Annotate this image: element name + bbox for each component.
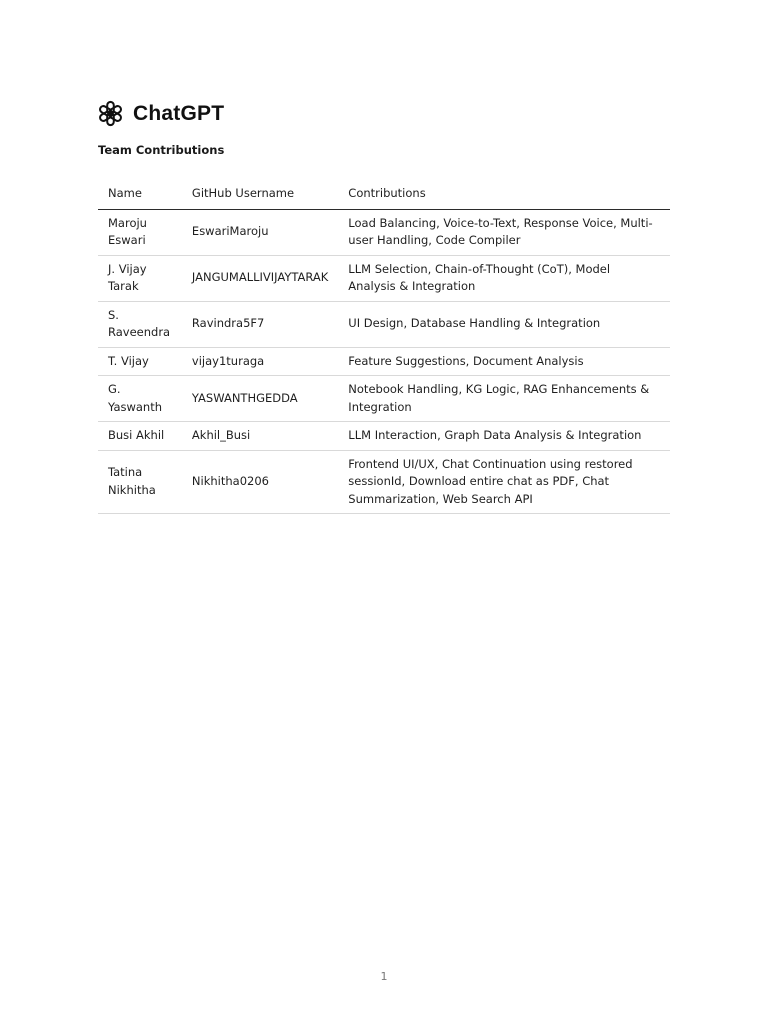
cell-contributions: LLM Selection, Chain-of-Thought (CoT), Model Analysis & Integration <box>338 255 670 301</box>
table-row <box>98 376 670 422</box>
cell-github: vijay1turaga <box>182 347 338 376</box>
contributions-table <box>98 179 670 514</box>
cell-contributions: Feature Suggestions, Document Analysis <box>338 347 670 376</box>
openai-knot-icon <box>97 100 124 127</box>
column-header-github: GitHub Username <box>182 179 338 209</box>
cell-contributions: LLM Interaction, Graph Data Analysis & Integration <box>338 422 670 451</box>
table-row <box>98 209 670 255</box>
cell-github: JANGUMALLIVIJAYTARAK <box>182 255 338 301</box>
cell-contributions: Load Balancing, Voice-to-Text, Response Voice, Multi-user Handling, Code Compiler <box>338 209 670 255</box>
table-row <box>98 301 670 347</box>
cell-github: Akhil_Busi <box>182 422 338 451</box>
table-row <box>98 422 670 451</box>
cell-name: S. Raveendra <box>98 301 182 347</box>
table-header-row <box>98 179 670 209</box>
cell-name: J. Vijay Tarak <box>98 255 182 301</box>
column-header-contributions: Contributions <box>338 179 670 209</box>
table-row <box>98 450 670 514</box>
cell-github: Ravindra5F7 <box>182 301 338 347</box>
page-number: 1 <box>380 970 388 983</box>
cell-contributions: Notebook Handling, KG Logic, RAG Enhancements & Integration <box>338 376 670 422</box>
cell-name: Tatina Nikhitha <box>98 450 182 514</box>
brand-name: ChatGPT <box>133 101 225 125</box>
cell-contributions: Frontend UI/UX, Chat Continuation using restored sessionId, Download entire chat as PDF, Chat Summarization, Web Search API <box>338 450 670 514</box>
cell-name: Maroju Eswari <box>98 209 182 255</box>
column-header-name: Name <box>98 179 182 209</box>
cell-contributions: UI Design, Database Handling & Integration <box>338 301 670 347</box>
brand-logo <box>97 100 224 127</box>
table-row <box>98 347 670 376</box>
section-title: Team Contributions <box>98 143 225 157</box>
table-row <box>98 255 670 301</box>
cell-name: G. Yaswanth <box>98 376 182 422</box>
cell-name: T. Vijay <box>98 347 182 376</box>
cell-name: Busi Akhil <box>98 422 182 451</box>
cell-github: Nikhitha0206 <box>182 450 338 514</box>
cell-github: EswariMaroju <box>182 209 338 255</box>
cell-github: YASWANTHGEDDA <box>182 376 338 422</box>
